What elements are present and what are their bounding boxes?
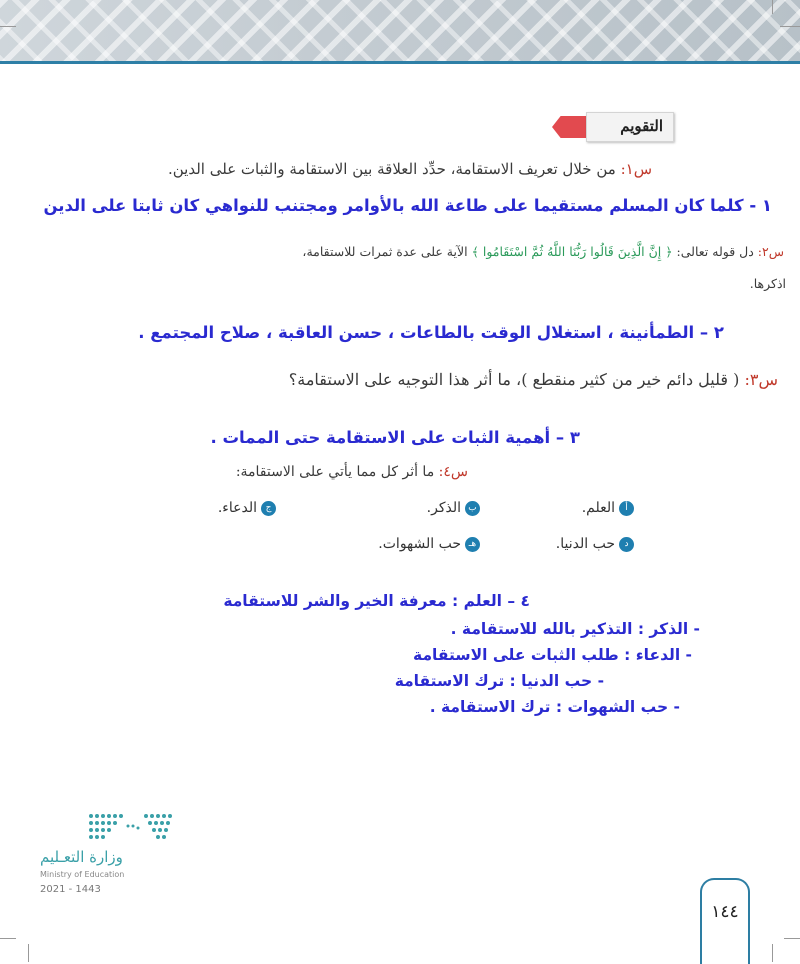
option-c-text: الدعاء. — [217, 500, 257, 516]
ministry-logo-mark-icon — [88, 812, 178, 842]
option-d — [556, 536, 634, 552]
page-number: ١٤٤ — [711, 902, 739, 922]
option-c — [218, 500, 276, 516]
option-a-marker: أ — [619, 501, 634, 516]
question-4 — [236, 464, 468, 480]
option-a — [582, 500, 634, 516]
option-d-text: حب الدنيا. — [555, 536, 615, 552]
question-3 — [289, 370, 778, 389]
badge-label: التقويم — [620, 117, 663, 135]
quran-verse: ﴿ إِنَّ الَّذِينَ قَالُوا رَبُّنَا اللَّهُ ثُمَّ اسْتَقَامُوا ﴾ — [471, 244, 673, 259]
answer-1: ١ - كلما كان المسلم مستقيما على طاعة الله بالأوامر ومجتنب للنواهي كان ثابتا على الدين — [43, 196, 772, 215]
question-1 — [168, 160, 652, 178]
section-badge — [552, 112, 672, 142]
answer-4-line-3: - الدعاء : طلب الثبات على الاستقامة — [413, 646, 692, 664]
answer-3: ٣ – أهمية الثبات على الاستقامة حتى الممات . — [210, 428, 580, 447]
question-3-text: ( قليل دائم خير من كثير منقطع )، ما أثر هذا التوجيه على الاستقامة؟ — [288, 370, 740, 389]
edition-year: 2021 - 1443 — [40, 884, 101, 895]
ministry-name-english: Ministry of Education — [40, 870, 125, 879]
question-1-number: س١: — [620, 160, 652, 178]
ministry-logo — [40, 812, 190, 902]
option-d-marker: د — [619, 537, 634, 552]
crop-mark — [0, 938, 16, 939]
option-b-text: الذكر. — [426, 500, 461, 516]
answer-4-line-5: - حب الشهوات : ترك الاستقامة . — [429, 698, 680, 716]
question-3-number: س٣: — [744, 370, 778, 389]
option-b-marker: ب — [465, 501, 480, 516]
crop-mark — [772, 944, 773, 962]
option-a-text: العلم. — [581, 500, 615, 516]
crop-mark — [772, 0, 773, 14]
ministry-name-arabic: وزارة التعـليم — [40, 848, 123, 866]
header-pattern-band — [0, 0, 800, 62]
option-c-marker: ج — [261, 501, 276, 516]
question-1-text: من خلال تعريف الاستقامة، حدِّد العلاقة بين الاستقامة والثبات على الدين. — [167, 160, 616, 178]
crop-mark — [28, 944, 29, 962]
header-divider — [0, 61, 800, 64]
question-2-text-before: دل قوله تعالى: — [676, 244, 754, 259]
answer-4-line-1: ٤ – العلم : معرفة الخير والشر للاستقامة — [223, 592, 530, 610]
option-e-marker: هـ — [465, 537, 480, 552]
question-4-text: ما أثر كل مما يأتي على الاستقامة: — [235, 464, 435, 480]
crop-mark — [784, 938, 800, 939]
question-4-number: س٤: — [438, 464, 468, 480]
badge-box — [586, 112, 674, 142]
answer-4-line-4: - حب الدنيا : ترك الاستقامة — [394, 672, 604, 690]
page-number-tab — [700, 878, 750, 964]
option-b — [427, 500, 480, 516]
answer-2: ٢ – الطمأنينة ، استغلال الوقت بالطاعات ، حسن العاقبة ، صلاح المجتمع . — [138, 323, 724, 342]
answer-4-line-2: - الذكر : التذكير بالله للاستقامة . — [450, 620, 700, 638]
question-2 — [302, 244, 784, 259]
option-e-text: حب الشهوات. — [378, 536, 461, 552]
question-2-number: س٢: — [757, 244, 784, 259]
question-2-text-after: الآية على عدة ثمرات للاستقامة، — [302, 244, 468, 259]
crop-mark — [0, 26, 16, 27]
option-e — [378, 536, 480, 552]
crop-mark — [780, 26, 800, 27]
question-2-line2: اذكرها. — [749, 276, 786, 291]
